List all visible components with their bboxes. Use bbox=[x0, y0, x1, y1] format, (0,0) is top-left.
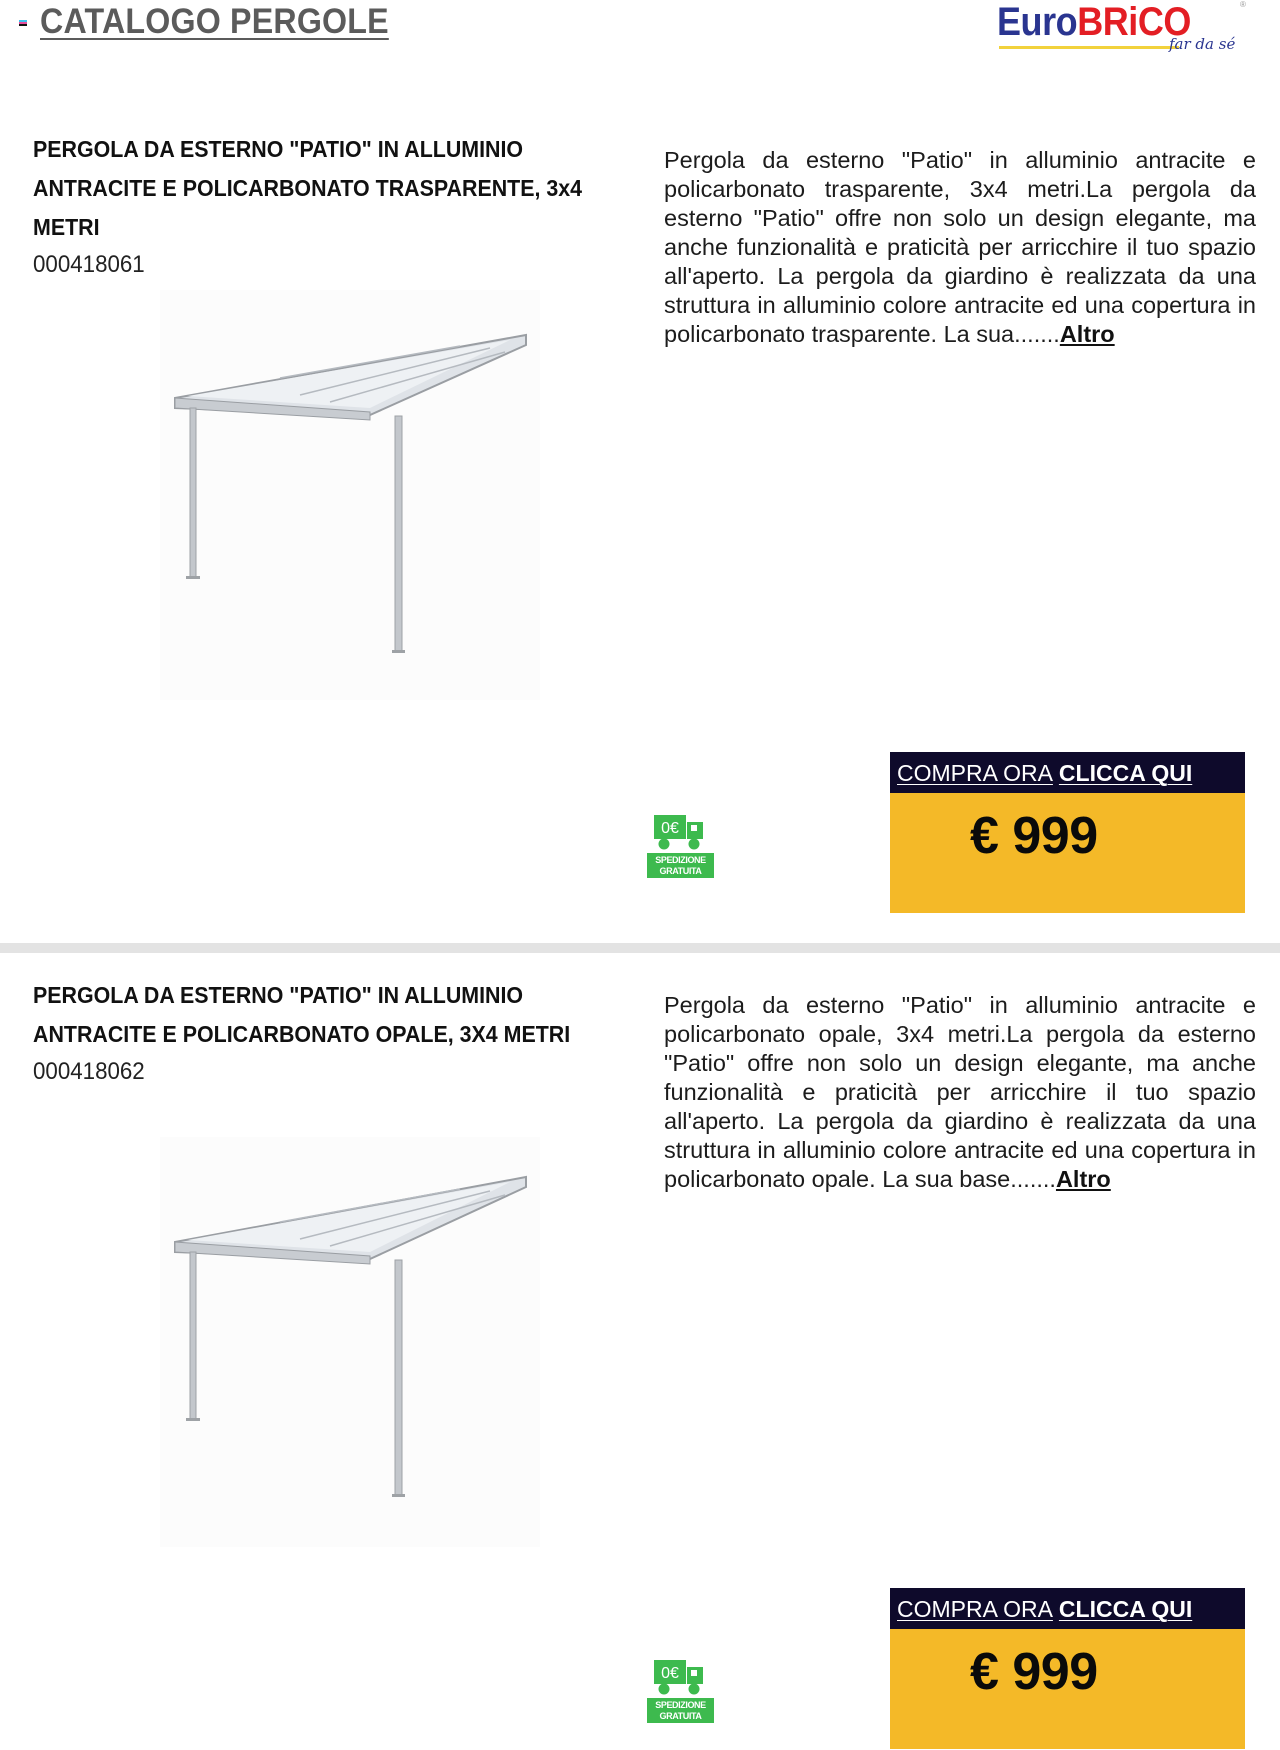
free-shipping-badge bbox=[647, 815, 714, 881]
free-shipping-line2: GRATUITA bbox=[659, 866, 702, 876]
buy-now-label: COMPRA ORA bbox=[897, 760, 1053, 786]
logo-text-euro: Euro bbox=[997, 0, 1078, 44]
print-color-mark-icon bbox=[19, 20, 27, 27]
logo-text-brico: BRiCO bbox=[1077, 0, 1191, 44]
product-description-text: Pergola da esterno "Patio" in alluminio antracite e policarbonato opale, 3x4 metri.La pergola da esterno "Patio" offre non solo un design elegante, ma anche funzionalità e praticità per arricchire il tuo spazio all'aperto. La pergola da giardino è realizzata da una struttura in alluminio colore antracite ed una copertura in policarbonato opale. La sua base....... bbox=[664, 992, 1256, 1192]
logo-wordmark bbox=[997, 0, 1191, 45]
buy-now-button[interactable] bbox=[890, 1588, 1245, 1629]
product-code: 000418062 bbox=[33, 1058, 145, 1085]
logo-tagline: far da sé bbox=[1169, 35, 1236, 53]
logo-underline bbox=[999, 46, 1179, 49]
free-shipping-label bbox=[647, 1698, 714, 1723]
product-image bbox=[160, 290, 540, 700]
product-description bbox=[664, 146, 1256, 349]
price-panel bbox=[890, 793, 1245, 913]
delivery-truck-icon bbox=[654, 815, 704, 851]
product-description-text: Pergola da esterno "Patio" in alluminio antracite e policarbonato trasparente, 3x4 metri.La pergola da esterno "Patio" offre non solo un design elegante, ma anche funzionalità e praticità per arricchire il tuo spazio all'aperto. La pergola da giardino è realizzata da una struttura in alluminio colore antracite ed una copertura in policarbonato trasparente. La sua....... bbox=[664, 147, 1256, 347]
price-value: € 999 bbox=[970, 1643, 1098, 1701]
product-title: PERGOLA DA ESTERNO "PATIO" IN ALLUMINIO ANTRACITE E POLICARBONATO OPALE, 3X4 METRI bbox=[33, 982, 571, 1047]
free-shipping-line1: SPEDIZIONE bbox=[655, 1700, 706, 1710]
click-here-link[interactable]: CLICCA QUI bbox=[1058, 1596, 1193, 1622]
product-code: 000418061 bbox=[33, 251, 145, 278]
free-shipping-line1: SPEDIZIONE bbox=[655, 855, 706, 865]
price-value: € 999 bbox=[970, 807, 1098, 865]
delivery-truck-icon bbox=[654, 1660, 704, 1696]
free-shipping-price-text: 0€ bbox=[661, 1665, 679, 1682]
more-link[interactable]: Altro bbox=[1055, 1166, 1111, 1192]
eurobrico-logo bbox=[997, 0, 1247, 60]
buy-now-button[interactable] bbox=[890, 752, 1245, 793]
price-box bbox=[890, 1588, 1245, 1749]
price-box bbox=[890, 752, 1245, 913]
pergola-illustration-icon bbox=[160, 290, 540, 700]
product-image bbox=[160, 1137, 540, 1547]
buy-now-label: COMPRA ORA bbox=[897, 1596, 1053, 1622]
product-description bbox=[664, 991, 1256, 1194]
registered-mark: ® bbox=[1240, 0, 1246, 9]
free-shipping-line2: GRATUITA bbox=[659, 1711, 702, 1721]
free-shipping-label bbox=[647, 853, 714, 878]
free-shipping-badge bbox=[647, 1660, 714, 1726]
price-panel bbox=[890, 1629, 1245, 1749]
click-here-link[interactable]: CLICCA QUI bbox=[1058, 760, 1193, 786]
product-title: PERGOLA DA ESTERNO "PATIO" IN ALLUMINIO ANTRACITE E POLICARBONATO TRASPARENTE, 3x4 METRI bbox=[33, 136, 583, 240]
pergola-illustration-icon bbox=[160, 1137, 540, 1547]
page-title: CATALOGO PERGOLE bbox=[40, 2, 389, 41]
section-divider bbox=[0, 943, 1280, 953]
free-shipping-price-text: 0€ bbox=[661, 820, 679, 837]
more-link[interactable]: Altro bbox=[1059, 321, 1115, 347]
